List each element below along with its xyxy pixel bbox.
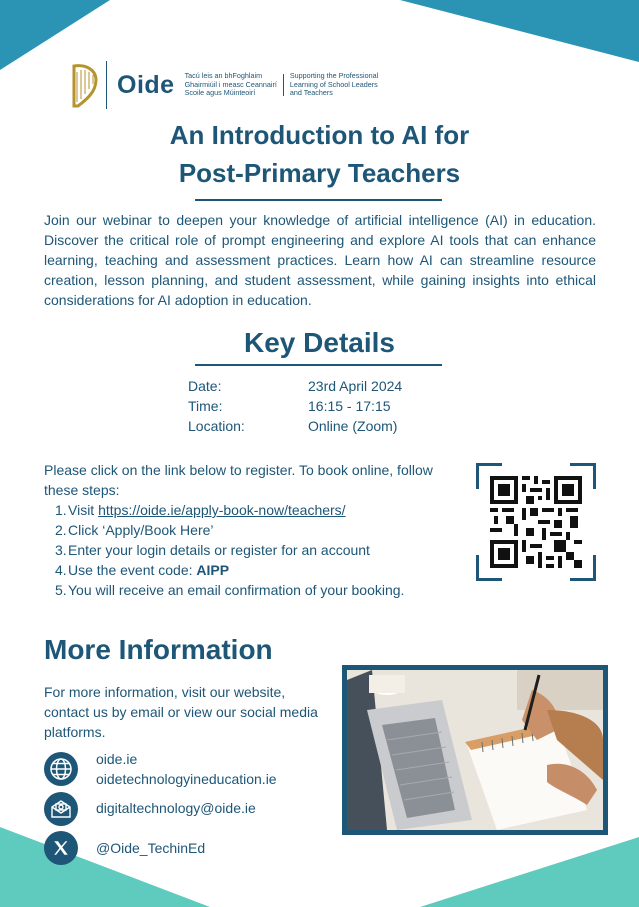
step-item	[55, 500, 444, 520]
laptop-notebook-photo	[342, 665, 608, 835]
time-row	[188, 398, 391, 414]
logo-tagline-english: Supporting the Professional Learning of School Leaders and Teachers	[289, 71, 379, 98]
step-number: 1.	[55, 502, 67, 518]
logo-divider	[106, 61, 107, 109]
title-line-1: An Introduction to AI for	[169, 120, 470, 150]
intro-paragraph: Join our webinar to deepen your knowledge of artificial intelligence (AI) in education. Discover the critical role of prompt engineering and explore AI tools that can enhance learning, teaching and assessment practices. Learn how AI can streamline resource creation, lesson planning, and student assessment, while gaining insights into ethical considerations for AI adoption in education.	[44, 212, 596, 308]
qr-code-icon[interactable]	[490, 476, 582, 568]
step-text: Click ‘Apply/Book Here’	[68, 522, 214, 538]
more-information-text: For more information, visit our website, contact us by email or view our social media platforms.	[44, 684, 318, 740]
title-underline	[195, 199, 442, 201]
logo-tagline-irish: Tacú leis an bhFoghlaim Ghairmiúil i measc Ceannairí Scoile agus Múinteoirí	[184, 71, 277, 98]
step-item	[55, 560, 444, 580]
email-icon	[44, 792, 78, 826]
email-link[interactable]: digitaltechnology@oide.ie	[96, 800, 256, 816]
step-text: Enter your login details or register for an account	[68, 542, 370, 558]
registration-section	[44, 460, 444, 600]
date-value: 23rd April 2024	[308, 378, 403, 394]
step-text: Use the event code: AIPP	[68, 562, 230, 578]
key-details-underline	[195, 364, 442, 366]
step-text: Visit https://oide.ie/apply-book-now/teachers/	[68, 502, 346, 518]
logo-wordmark: Oide	[117, 70, 175, 99]
step-number: 2.	[55, 522, 67, 538]
step-item	[55, 580, 444, 600]
event-code: AIPP	[196, 562, 230, 578]
location-row	[188, 418, 398, 434]
registration-steps	[55, 500, 444, 600]
oide-logo	[66, 60, 378, 110]
date-row	[188, 378, 403, 394]
date-label: Date:	[188, 378, 222, 394]
x-logo-icon	[44, 831, 78, 865]
step-text: You will receive an email confirmation of your booking.	[68, 582, 405, 598]
location-label: Location:	[188, 418, 245, 434]
step-number: 3.	[55, 542, 67, 558]
time-label: Time:	[188, 398, 223, 414]
more-information-heading: More Information	[44, 634, 273, 665]
globe-icon	[44, 752, 78, 786]
title-line-2: Post-Primary Teachers	[178, 158, 461, 188]
registration-intro: Please click on the link below to register. To book online, follow these steps:	[44, 462, 433, 498]
social-handle[interactable]: @Oide_TechinEd	[96, 840, 206, 856]
location-value: Online (Zoom)	[308, 418, 398, 434]
tagline-divider	[283, 74, 284, 96]
booking-link[interactable]: https://oide.ie/apply-book-now/teachers/	[98, 502, 346, 518]
step-item	[55, 540, 444, 560]
step-item	[55, 520, 444, 540]
step-number: 4.	[55, 562, 67, 578]
page-title	[0, 116, 639, 192]
website-link-technology[interactable]: oidetechnologyineducation.ie	[96, 771, 277, 787]
key-details-heading: Key Details	[244, 327, 395, 358]
website-link-oide[interactable]: oide.ie	[96, 751, 138, 767]
harp-icon	[66, 62, 100, 108]
website-links	[96, 749, 277, 789]
step-number: 5.	[55, 582, 67, 598]
time-value: 16:15 - 17:15	[308, 398, 391, 414]
